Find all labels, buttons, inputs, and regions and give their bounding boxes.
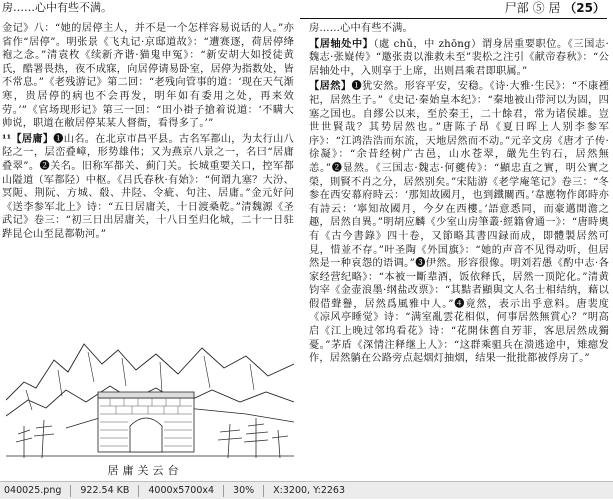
status-coords: X:3200, Y:2263 (273, 485, 346, 496)
entry-juzhouchuzhong (309, 38, 609, 79)
status-filename: 040025.png (4, 485, 62, 496)
header-continuation: 房……心中有些不满。 (2, 1, 112, 14)
page-number: （25） (564, 1, 605, 15)
entry-continuation-right: 房……心中有些不满。 (309, 23, 413, 34)
status-separator (70, 485, 71, 497)
status-separator (223, 485, 224, 497)
entry-headword: 【居轴处中】 (309, 37, 374, 50)
header-index (505, 0, 605, 16)
image-viewer-statusbar (0, 481, 613, 499)
stroke-count: ⑤ (532, 1, 545, 15)
entry-definition: ❶犹安然。形容平安，安稳。《诗·大雅·生民》：“不康禋祀，居然生子。”《史记·秦始皇本纪》：“秦地被山带河以为固，四塞之国也。自繆公以来，至於秦王，二十餘君，常为诸侯雄。豈世世賢哉？其势居然也。”唐陈子昂《夏日晖上人别李参军序》：“江鸿浩浩而东流，天地居然而不动。”元辛文房《唐才子传·徐凝》：“余昔经树广古邑，山水苍翠，嚴先生钓石，居然無恙。”❷显然。《三国志·魏志·何夔传》：“顯忠直之實，明公實之榮，則賢不肖之分，居然别矣。”宋陆游《老学庵笔记》卷三：“冬参在西安幕府時云：‘那知故國月，也到鐵關西。’韋應物作郎時亦有詩云：‘寧知故國月，今夕在西樓。’語意悉同，而豪邁閒澹之趣，居然自異。”明胡应麟《少室山房筆叢·經籍會通一》：“唐時奧有《古今書錄》四十卷，又節略其書四録而成，即體製居然可見，惜並不存。”叶圣陶《外国旗》：“她的声音不见得动听，但居然是一种哀怨的语调。”❸伊然。形容很像。明刘若愚《酌中志·各家经营纪略》：“本被一斷辈酒，饭依释氏，居然一顶陀化。”清黄钧宰《金壶浪墨·纲盐改票》：“其黠者顯與文人名士相结纳，藉以假借聲譽，居然爲風雅中人。”❹竟然，表示出乎意料。唐裴度《凉风亭睡觉》诗：“满室亂雲花相似，何事居然無賞心？”明高启《江上晚过邻坞看花》诗：“花開佅舊自芳菲，客思居然成獨憂。”茅盾《深情注释继上人》：“这群乘驵兵在溃逃途中，雉癋发作，居然躺在公路旁点起烟灯抽烟，结果一批批都被俘房了。” (309, 81, 609, 365)
radical-name: 尸部 (504, 1, 529, 15)
left-column (2, 22, 294, 242)
entry-headword: 【居然】 (309, 80, 352, 93)
figure-caption: 居庸关云台 (107, 464, 183, 477)
status-dimensions: 4000x5700x4 (148, 485, 215, 496)
status-zoom: 30% (233, 485, 255, 496)
page-header (0, 0, 613, 18)
right-column (309, 22, 609, 366)
entry-headword: ¹¹【居庸】 (2, 132, 54, 145)
entry-juyong (2, 133, 294, 242)
header-character: 居 (548, 1, 561, 15)
header-rule (300, 18, 607, 19)
status-filesize: 922.54 KB (80, 485, 130, 496)
entry-definition: （處 chǔ，中 zhōng）谓身居重要职位。《三国志·魏志·张嶷传》“邀张责以淮救未至”裴松之注引《献帝春秋》：“公居轴处中，入则享于上席，出则昌乘君即职属。” (309, 38, 609, 77)
entry-continuation: 金记》八：“她的居停主人，并不是一个怎样容易说话的人。”亦省作“居停”。明张景《飞丸记·京邸道故》：“遭赛逐，荷居停绛袍之念。”清袁枚《续新齐谐·猫鬼申冤》：“新安胡大如授徒黄氏，酷署畏热，夜不成寐，向居停请易卧室，居停为指数处，皆不常息。”《老残游记》第二回：“老残向管事的道：‘现在天气渐寒，贵居停的病也不会再发，明年如有委用之处，再来效劳。’”《官场现形记》第三一回：“田小褂子搶着说道：‘不瞒大帅说，职道在敝居停某某人督衙，看得多了。’” (2, 23, 294, 130)
status-separator (263, 485, 264, 497)
entry-juran (309, 80, 609, 365)
status-separator (138, 485, 139, 497)
entry-definition: ❶山名。在北京市昌平县。古名军都山，为太行山八陉之一，层峦叠嶂，形势雄伟；又为燕京八景之一，名曰“居庸叠翠”。❷关名。旧称军都关、蓟门关。长城重要关口，控军都山隘道（军都陉）中枢。《吕氏春秋·有始》：“何谓九塞？大汾、冥阨、荆阮、方城、殽、井陉、令疵、句注、居庸。”金元好问《送李参军北上》诗：“五日居庸关，十日渡桑乾。”清魏源《圣武记》卷三：“初三日出居庸关，十八日至归化城，二十一日驻跸昆仑山至昆都勒河。” (2, 133, 295, 240)
juyongguan-illustration (6, 330, 294, 458)
